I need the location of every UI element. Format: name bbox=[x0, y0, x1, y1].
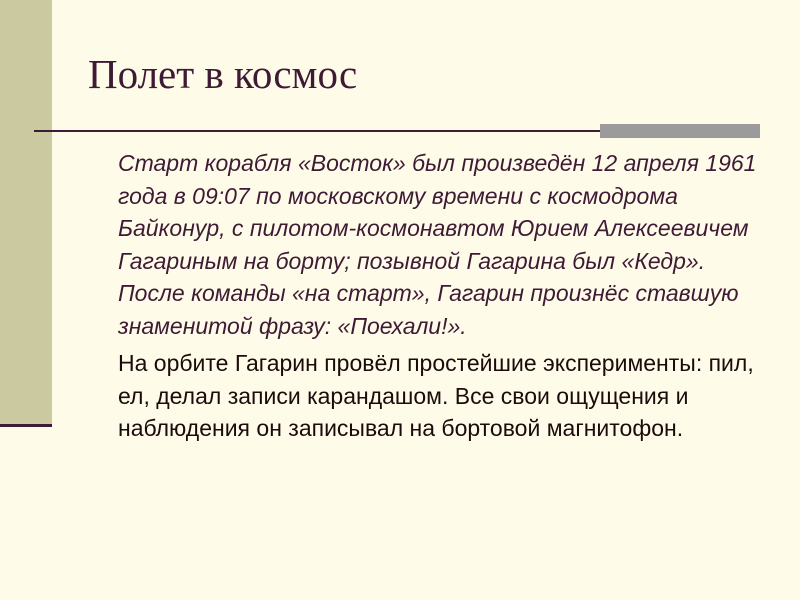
body-paragraph-orbit: На орбите Гагарин провёл простейшие эксперименты: пил, ел, делал записи карандашом. Все свои ощущения и наблюдения он записывал на бортовой магнитофон. bbox=[118, 350, 754, 441]
title-divider bbox=[34, 130, 600, 132]
left-decorative-bar bbox=[0, 0, 52, 424]
left-bar-bottom-line bbox=[0, 424, 52, 427]
slide-body bbox=[118, 147, 758, 445]
divider-accent-block bbox=[600, 124, 760, 138]
slide-title: Полет в космос bbox=[88, 51, 358, 97]
body-paragraph-launch: Старт корабля «Восток» был произведён 12 апреля 1961 года в 09:07 по московскому времени с космодрома Байконур, с пилотом-космонавтом Юрием Алексеевичем Гагариным на борту; позывной Гагарина был «Кедр». После команды «на старт», Гагарин произнёс ставшую знаменитой фразу: «Поехали!». bbox=[118, 150, 757, 339]
